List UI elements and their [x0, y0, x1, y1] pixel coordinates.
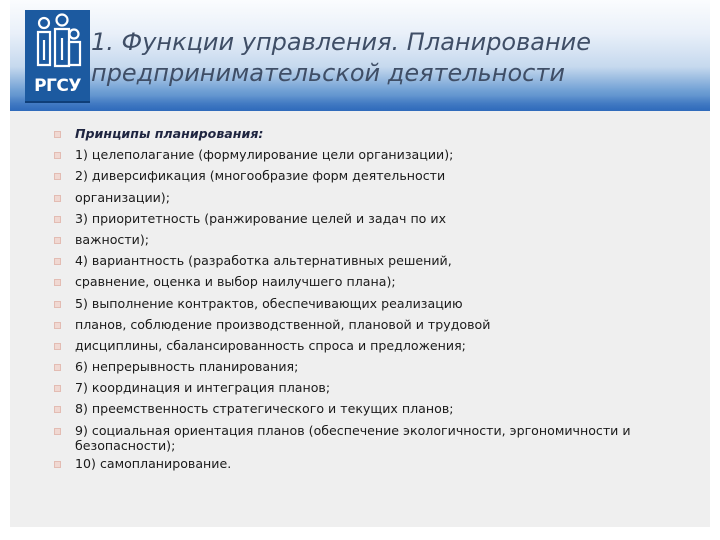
- list-item-text: Принципы планирования:: [75, 126, 264, 141]
- list-item-text: 3) приоритетность (ранжирование целей и задач по их: [75, 210, 447, 226]
- list-item: [53, 253, 693, 271]
- list-item-text: 4) вариантность (разработка альтернативных решений,: [75, 253, 452, 269]
- slide-title: 1. Функции управления. Планирование предпринимательской деятельности: [91, 28, 592, 87]
- list-item-text: важности);: [75, 231, 150, 247]
- logo-figures-icon: [25, 10, 90, 76]
- bullet-icon: [54, 279, 61, 286]
- list-item: [53, 274, 693, 292]
- bullet-icon: [54, 237, 61, 244]
- list-item: [53, 211, 693, 229]
- bullet-icon: [54, 216, 61, 223]
- list-item: [53, 168, 693, 186]
- logo-text: РГСУ: [34, 76, 81, 96]
- list-item: [53, 338, 693, 356]
- bullet-icon: [54, 195, 61, 202]
- bullet-icon: [54, 131, 61, 138]
- list-item-text: 2) диверсификация (многообразие форм деятельности: [75, 168, 446, 184]
- bullet-icon: [54, 322, 61, 329]
- bullet-icon: [54, 428, 61, 435]
- list-item-text: планов, соблюдение производственной, плановой и трудовой: [75, 316, 491, 332]
- list-item-text: 9) социальная ориентация планов (обеспечение экологичности, эргономичности и безопасности);: [75, 422, 631, 453]
- list-item: [53, 380, 693, 398]
- list-item: [53, 317, 693, 335]
- list-item: [53, 296, 693, 314]
- list-heading: [53, 126, 693, 144]
- list-item: [53, 359, 693, 377]
- list-item-text: 10) самопланирование.: [75, 455, 232, 471]
- bullet-icon: [54, 364, 61, 371]
- list-item-text: 1) целеполагание (формулирование цели организации);: [75, 147, 454, 163]
- list-item: [53, 232, 693, 250]
- list-item: [53, 401, 693, 419]
- list-item: [53, 147, 693, 165]
- list-item: [53, 423, 693, 453]
- list-item: [53, 456, 693, 474]
- list-item: [53, 190, 693, 208]
- bullet-icon: [54, 173, 61, 180]
- bullet-icon: [54, 406, 61, 413]
- list-item-text: 5) выполнение контрактов, обеспечивающих реализацию: [75, 295, 463, 311]
- list-item-text: организации);: [75, 189, 170, 205]
- list-item-text: дисциплины, сбалансированность спроса и предложения;: [75, 337, 466, 353]
- list-item-text: 8) преемственность стратегического и текущих планов;: [75, 401, 454, 417]
- list-item-text: 7) координация и интеграция планов;: [75, 380, 331, 396]
- bullet-icon: [54, 258, 61, 265]
- header-glow: [10, 96, 710, 111]
- bullet-icon: [54, 152, 61, 159]
- bullet-icon: [54, 301, 61, 308]
- bullet-icon: [54, 385, 61, 392]
- principles-list: [53, 126, 693, 477]
- bullet-icon: [54, 343, 61, 350]
- list-item-text: 6) непрерывность планирования;: [75, 359, 299, 375]
- bullet-icon: [54, 461, 61, 468]
- rgsu-logo: [25, 10, 90, 103]
- list-item-text: сравнение, оценка и выбор наилучшего плана);: [75, 274, 396, 290]
